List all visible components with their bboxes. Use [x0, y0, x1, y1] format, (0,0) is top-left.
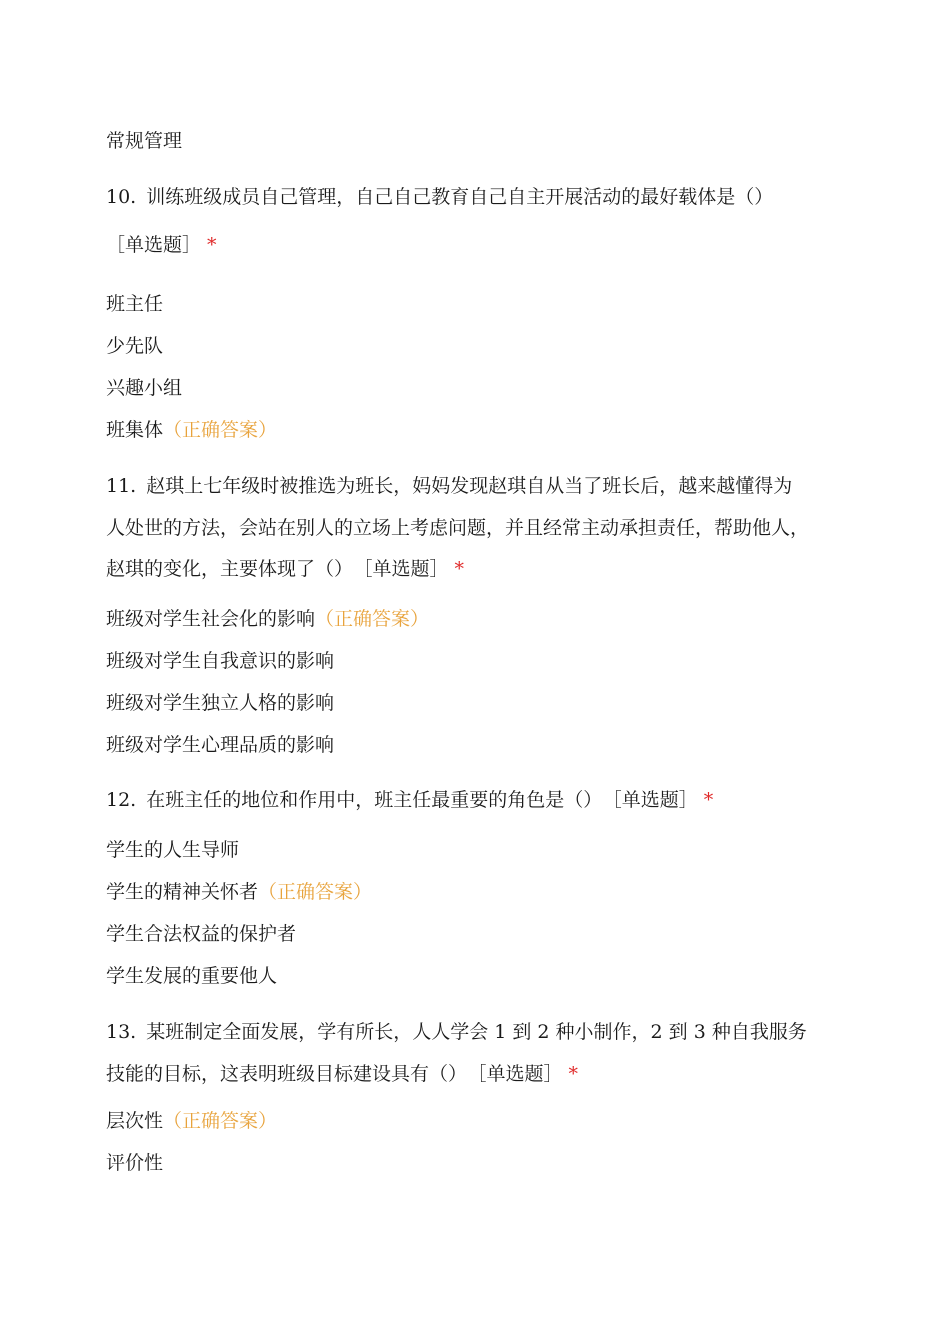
question-12-stem: [106, 788, 713, 812]
option-text: 班级对学生独立人格的影响: [106, 692, 335, 714]
option-text: 评价性: [106, 1152, 164, 1174]
required-mark: *: [703, 789, 714, 811]
required-mark: *: [454, 558, 465, 580]
option-item: [106, 964, 277, 988]
question-10-stem: [106, 185, 773, 209]
option-text: 班级对学生心理品质的影响: [106, 734, 335, 756]
question-13-stem-line-1: [106, 1020, 807, 1044]
option-text: 班主任: [106, 293, 164, 315]
question-10-type: [106, 233, 217, 257]
option-item-correct: [106, 880, 372, 904]
option-item: [106, 649, 334, 673]
question-text: 赵琪上七年级时被推选为班长，妈妈发现赵琪自从当了班长后，越来越懂得为: [146, 475, 793, 497]
option-item: [106, 1151, 163, 1175]
option-item-correct: [106, 1109, 277, 1133]
option-text: 少先队: [106, 335, 164, 357]
required-mark: *: [568, 1063, 579, 1085]
option-item: [106, 838, 239, 862]
question-text: 人处世的方法，会站在别人的立场上考虑问题，并且经常主动承担责任，帮助他人，: [106, 517, 810, 539]
option-item: [106, 129, 182, 153]
question-number: 11.: [106, 475, 137, 497]
question-text: 训练班级成员自己管理，自己自己教育自己自主开展活动的最好载体是（）: [146, 186, 774, 208]
question-text: 技能的目标，这表明班级目标建设具有（）: [106, 1063, 468, 1085]
option-item: [106, 334, 163, 358]
option-item: [106, 691, 334, 715]
option-text: 班集体: [106, 419, 164, 441]
correct-answer-label: （正确答案）: [258, 881, 373, 903]
option-item: [106, 292, 163, 316]
option-text: 学生的精神关怀者: [106, 881, 259, 903]
option-item-correct: [106, 418, 277, 442]
question-number: 12.: [106, 789, 137, 811]
option-text: 学生发展的重要他人: [106, 965, 278, 987]
question-type-label: ［单选题］: [106, 234, 202, 256]
question-text: 在班主任的地位和作用中，班主任最重要的角色是（）: [146, 789, 603, 811]
correct-answer-label: （正确答案）: [163, 419, 278, 441]
question-type-label: ［单选题］: [612, 789, 698, 811]
option-text: 层次性: [106, 1110, 164, 1132]
question-number: 10.: [106, 186, 137, 208]
correct-answer-label: （正确答案）: [315, 608, 430, 630]
option-item: [106, 733, 334, 757]
option-text: 常规管理: [106, 130, 183, 152]
option-text: 班级对学生自我意识的影响: [106, 650, 335, 672]
option-text: 学生合法权益的保护者: [106, 923, 297, 945]
question-type-label: ［单选题］: [363, 558, 449, 580]
question-13-stem-line-2: [106, 1062, 578, 1086]
question-text: 某班制定全面发展，学有所长，人人学会 1 到 2 种小制作，2 到 3 种自我服务: [146, 1021, 807, 1043]
question-number: 13.: [106, 1021, 137, 1043]
option-text: 兴趣小组: [106, 377, 183, 399]
option-item: [106, 376, 182, 400]
question-11-stem-line-2: [106, 516, 809, 540]
option-text: 学生的人生导师: [106, 839, 240, 861]
option-item: [106, 922, 296, 946]
question-11-stem-line-3: [106, 557, 464, 581]
question-11-stem-line-1: [106, 474, 792, 498]
question-text: 赵琪的变化，主要体现了（）: [106, 558, 354, 580]
option-item-correct: [106, 607, 429, 631]
option-text: 班级对学生社会化的影响: [106, 608, 316, 630]
required-mark: *: [207, 234, 217, 256]
correct-answer-label: （正确答案）: [163, 1110, 278, 1132]
question-type-label: ［单选题］: [477, 1063, 563, 1085]
